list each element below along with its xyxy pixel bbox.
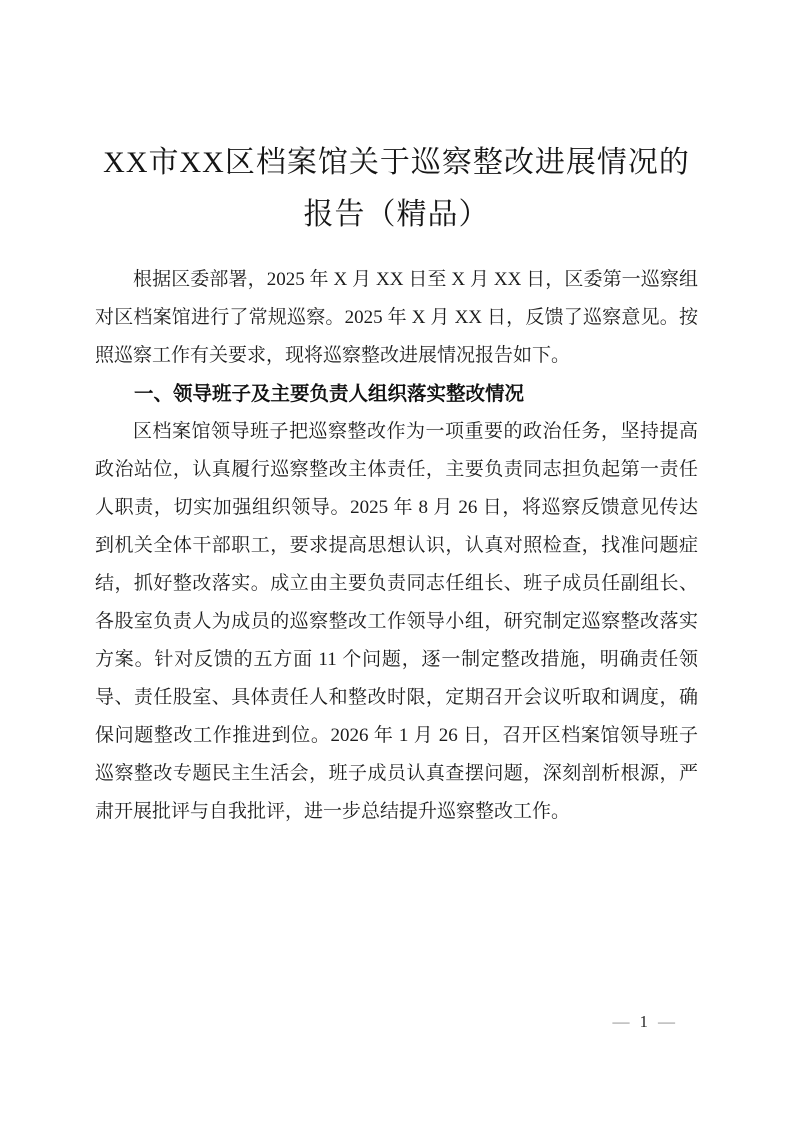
paragraph-intro: 根据区委部署，2025 年 X 月 XX 日至 X 月 XX 日，区委第一巡察组对区档案馆进行了常规巡察。2025 年 X 月 XX 日，反馈了巡察意见。按照巡察工作有关要求，现将巡察整改进展情况报告如下。 [95,269,698,366]
section-1-heading: 一、领导班子及主要负责人组织落实整改情况 [134,383,525,405]
document-title: XX市XX区档案馆关于巡察整改进展情况的报告（精品） [103,146,690,231]
section-1-body: 区档案馆领导班子把巡察整改作为一项重要的政治任务，坚持提高政治站位，认真履行巡察整改主体责任，主要负责同志担负起第一责任人职责，切实加强组织领导。2025 年 8 月 26 日，将巡察反馈意见传达到机关全体干部职工，要求提高思想认识，认真对照检查，找准问题症结，抓好整改落实。成立由主要负责同志任组长、班子成员任副组长、各股室负责人为成员的巡察整改工作领导小组，研究制定巡察整改落实方案。针对反馈的五方面 11 个问题，逐一制定整改措施，明确责任领导、责任股室、具体责任人和整改时限，定期召开会议听取和调度，确保问题整改工作推进到位。2026 年 1 月 26 日，召开区档案馆领导班子巡察整改专题民主生活会，班子成员认真查摆问题，深刻剖析根源，严肃开展批评与自我批评，进一步总结提升巡察整改工作。 [95,421,698,822]
page-number: 1 [639,1012,648,1031]
document-body [95,137,698,831]
footer-dash-left: — [612,1012,630,1031]
page-footer [613,1010,676,1034]
footer-dash-right: — [658,1012,675,1031]
